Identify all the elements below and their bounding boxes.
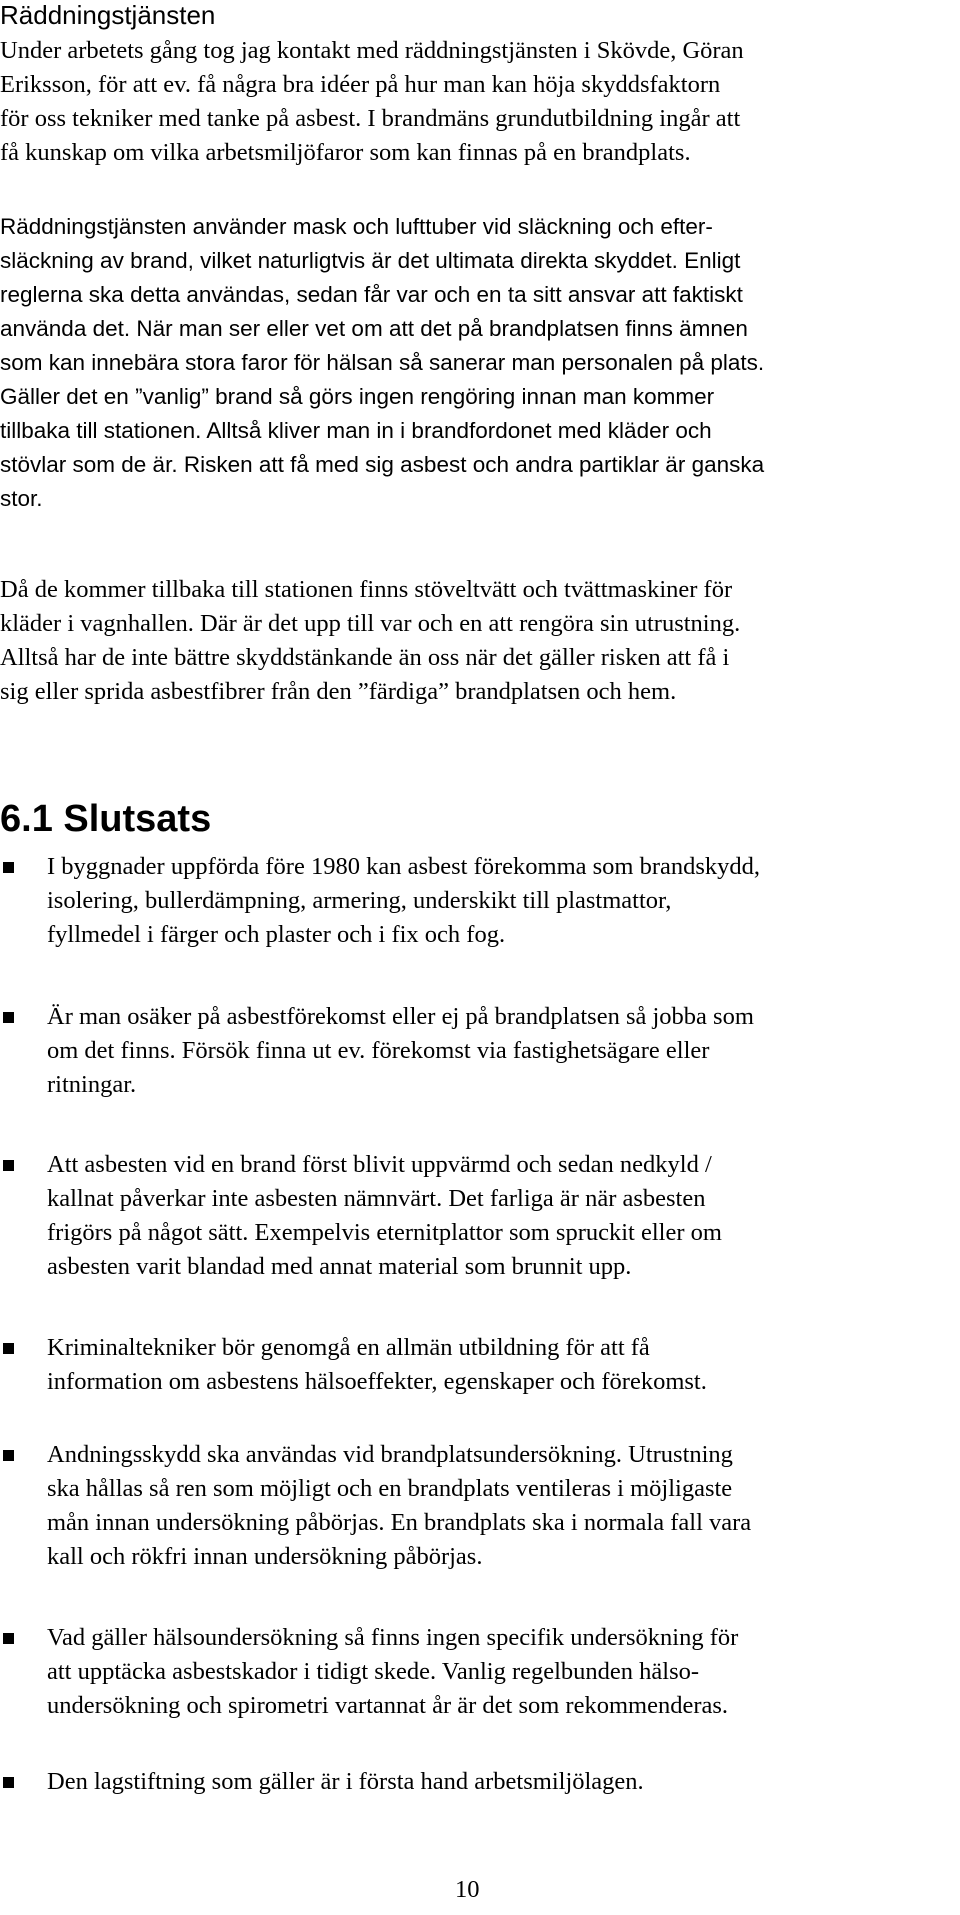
square-bullet-icon — [3, 1633, 14, 1644]
text-line: Den lagstiftning som gäller är i första hand arbetsmiljölagen. — [47, 1768, 644, 1795]
bullet-text — [47, 1148, 947, 1284]
square-bullet-icon — [3, 1343, 14, 1354]
paragraph-1 — [0, 34, 935, 170]
text-line: ritningar. — [47, 1071, 137, 1098]
bullet-text — [47, 1000, 947, 1102]
text-line: Vad gäller hälsoundersökning så finns ingen specifik undersökning för — [47, 1624, 739, 1651]
text-line: få kunskap om vilka arbetsmiljöfaror som kan finnas på en brandplats. — [0, 139, 691, 166]
text-line: stor. — [0, 486, 43, 511]
paragraph-3 — [0, 573, 935, 709]
section-title: 6.1 Slutsats — [0, 798, 212, 840]
bullet-text — [47, 1621, 947, 1723]
text-line: sig eller sprida asbestfibrer från den ”färdiga” brandplatsen och hem. — [0, 678, 677, 705]
text-line: Alltså har de inte bättre skyddstänkande än oss när det gäller risken att få i — [0, 644, 730, 671]
text-line: Är man osäker på asbestförekomst eller ej på brandplatsen så jobba som — [47, 1003, 754, 1030]
text-line: Då de kommer tillbaka till stationen finns stöveltvätt och tvättmaskiner för — [0, 576, 733, 603]
square-bullet-icon — [3, 1777, 14, 1788]
text-line: använda det. När man ser eller vet om att det på brandplatsen finns ämnen — [0, 316, 748, 341]
text-line: tillbaka till stationen. Alltså kliver man in i brandfordonet med kläder och — [0, 418, 712, 443]
text-line: kall och rökfri innan undersökning påbörjas. — [47, 1543, 483, 1570]
text-line: Gäller det en ”vanlig” brand så görs ingen rengöring innan man kommer — [0, 384, 715, 409]
bullet-text — [47, 1765, 947, 1799]
text-line: Räddningstjänsten använder mask och lufttuber vid släckning och efter- — [0, 214, 713, 239]
page-number: 10 — [455, 1876, 480, 1903]
text-line: Andningsskydd ska användas vid brandplatsundersökning. Utrustning — [47, 1441, 733, 1468]
text-line: släckning av brand, vilket naturligtvis är det ultimata direkta skyddet. Enligt — [0, 248, 741, 273]
bullet-text — [47, 1438, 947, 1574]
text-line: reglerna ska detta användas, sedan får var och en ta sitt ansvar att faktiskt — [0, 282, 743, 307]
text-line: fyllmedel i färger och plaster och i fix och fog. — [47, 921, 506, 948]
text-line: kläder i vagnhallen. Där är det upp till var och en att rengöra sin utrustning. — [0, 610, 741, 637]
text-line: isolering, bullerdämpning, armering, underskikt till plastmattor, — [47, 887, 672, 914]
text-line: mån innan undersökning påbörjas. En brandplats ska i normala fall vara — [47, 1509, 752, 1536]
text-line: asbesten varit blandad med annat material som brunnit upp. — [47, 1253, 632, 1280]
square-bullet-icon — [3, 862, 14, 873]
text-line: frigörs på något sätt. Exempelvis eternitplattor som spruckit eller om — [47, 1219, 722, 1246]
square-bullet-icon — [3, 1450, 14, 1461]
text-line: om det finns. Försök finna ut ev. förekomst via fastighetsägare eller — [47, 1037, 710, 1064]
square-bullet-icon — [3, 1012, 14, 1023]
text-line: information om asbestens hälsoeffekter, egenskaper och förekomst. — [47, 1368, 707, 1395]
text-line: I byggnader uppförda före 1980 kan asbest förekomma som brandskydd, — [47, 853, 761, 880]
text-line: ska hållas så ren som möjligt och en brandplats ventileras i möjligaste — [47, 1475, 733, 1502]
text-line: för oss tekniker med tanke på asbest. I brandmäns grundutbildning ingår att — [0, 105, 741, 132]
section-heading: Räddningstjänsten — [0, 0, 216, 30]
text-line: undersökning och spirometri vartannat år är det som rekommenderas. — [47, 1692, 729, 1719]
text-line: Kriminaltekniker bör genomgå en allmän utbildning för att få — [47, 1334, 650, 1361]
text-line: kallnat påverkar inte asbesten nämnvärt. Det farliga är när asbesten — [47, 1185, 706, 1212]
text-line: Under arbetets gång tog jag kontakt med räddningstjänsten i Skövde, Göran — [0, 37, 744, 64]
text-line: Eriksson, för att ev. få några bra idéer på hur man kan höja skyddsfaktorn — [0, 71, 721, 98]
text-line: som kan innebära stora faror för hälsan så sanerar man personalen på plats. — [0, 350, 765, 375]
bullet-text — [47, 850, 947, 952]
square-bullet-icon — [3, 1160, 14, 1171]
text-line: Att asbesten vid en brand först blivit uppvärmd och sedan nedkyld / — [47, 1151, 712, 1178]
paragraph-2 — [0, 210, 935, 516]
text-line: att upptäcka asbestskador i tidigt skede. Vanlig regelbunden hälso- — [47, 1658, 700, 1685]
text-line: stövlar som de är. Risken att få med sig asbest och andra partiklar är ganska — [0, 452, 765, 477]
bullet-text — [47, 1331, 947, 1399]
